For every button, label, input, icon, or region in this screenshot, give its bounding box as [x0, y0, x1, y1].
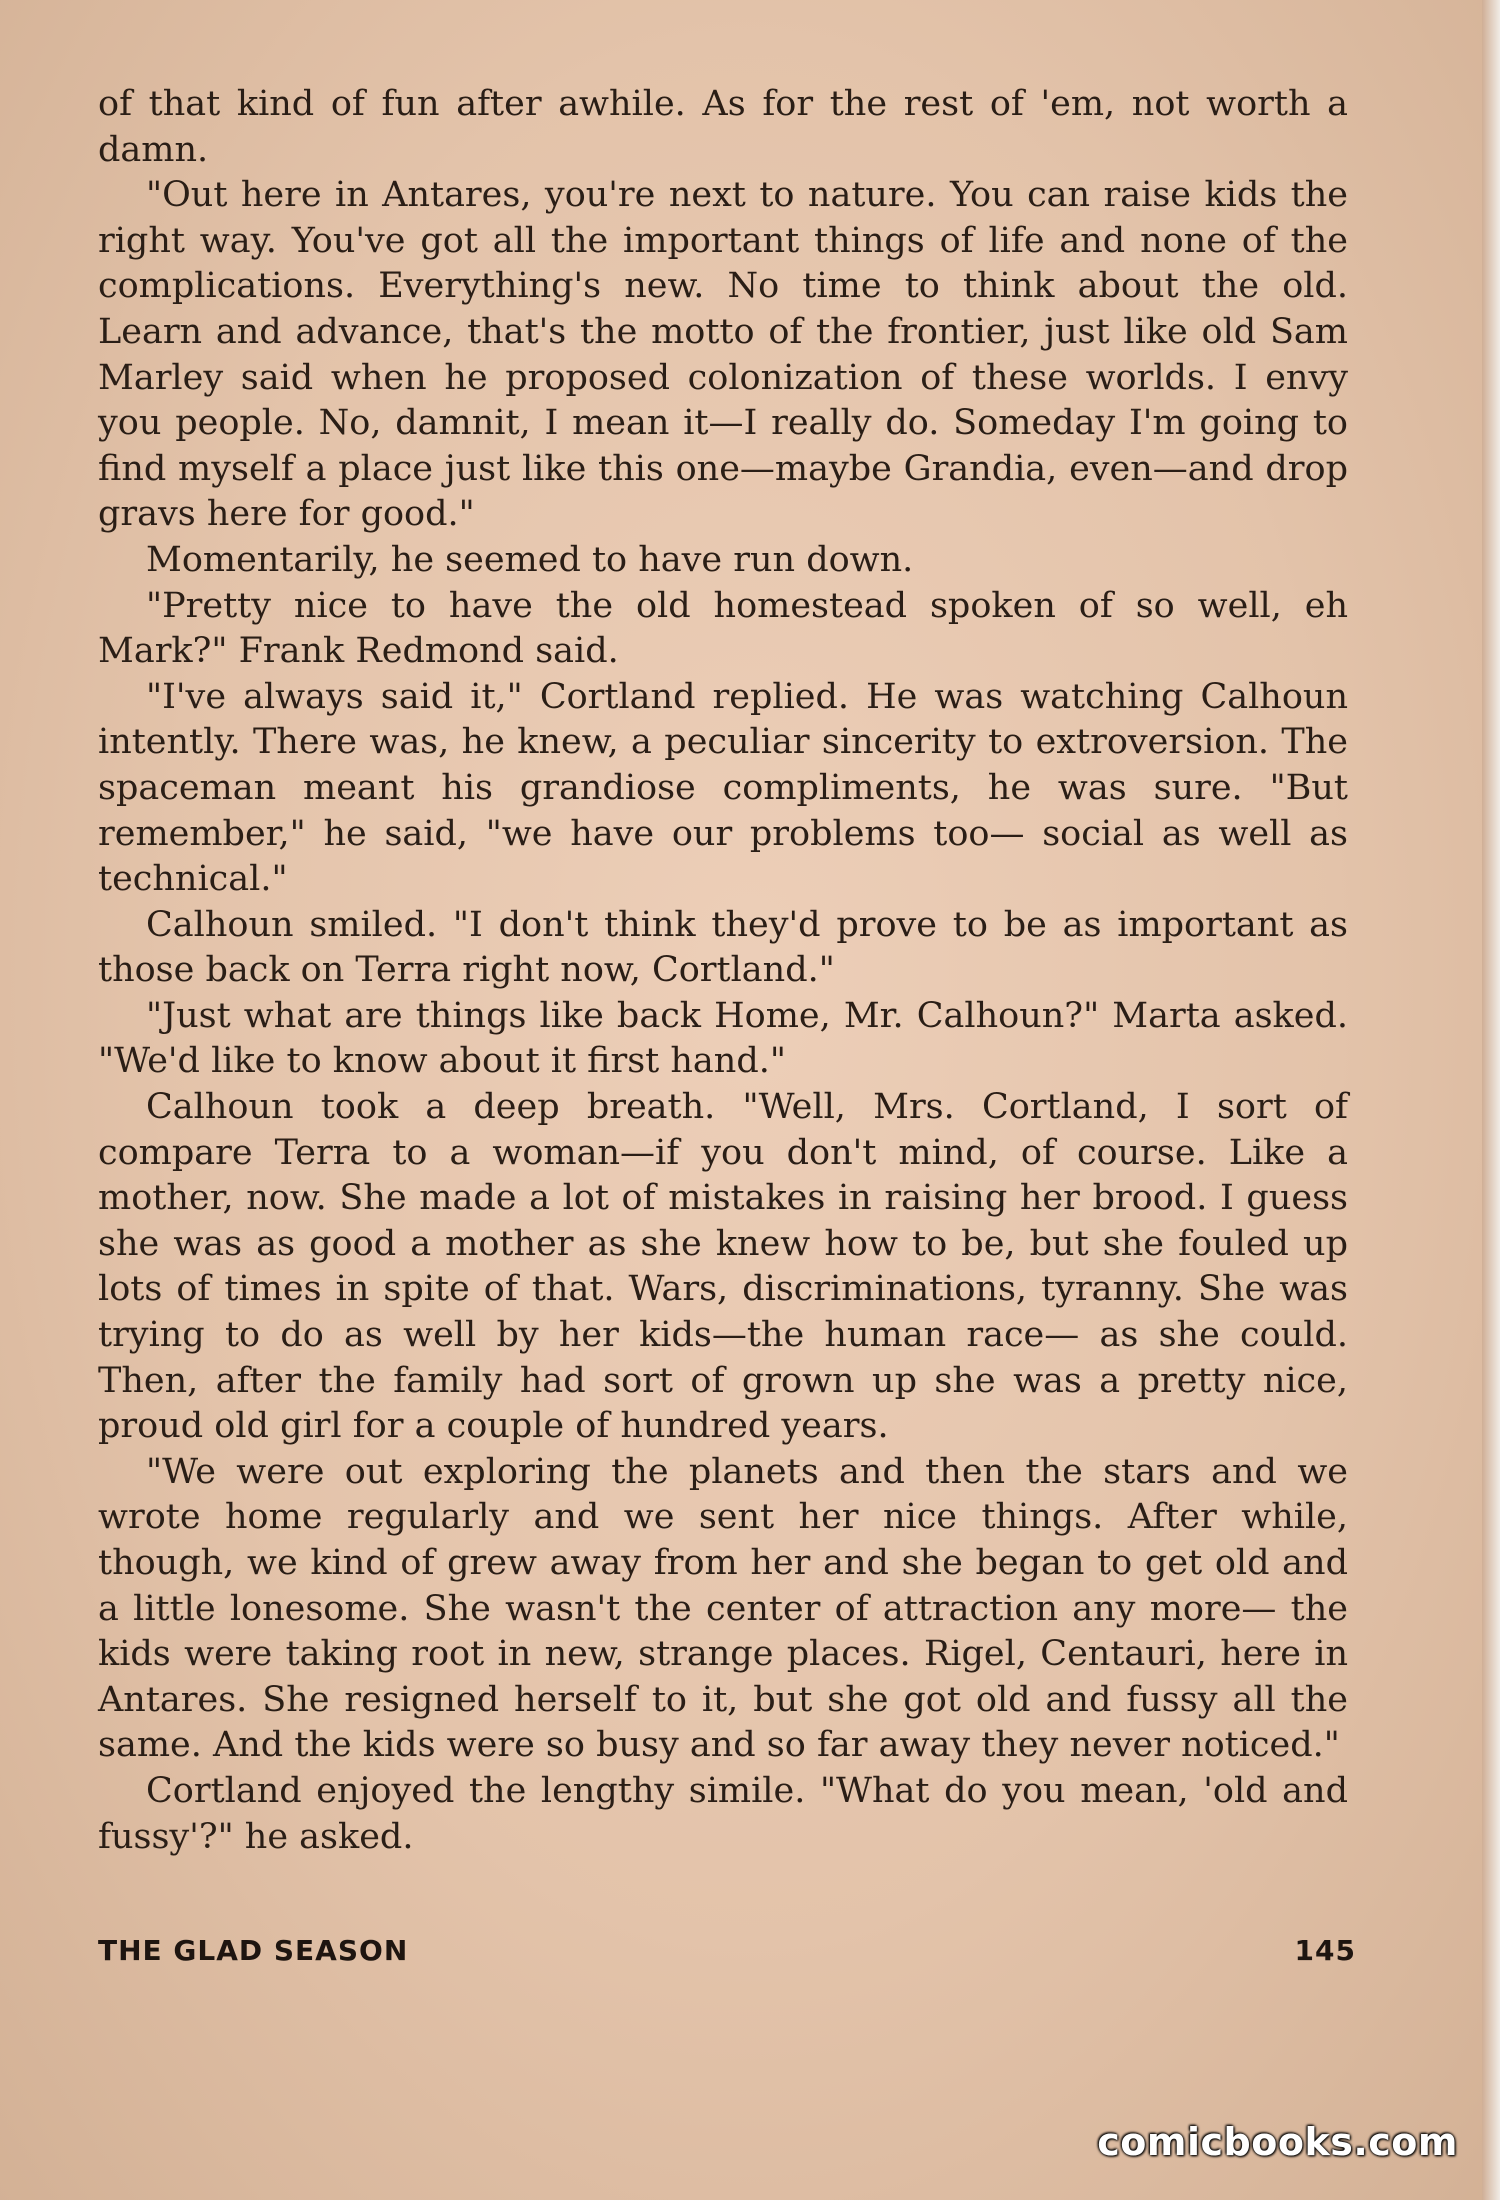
watermark: comicbooks.com — [1097, 2120, 1458, 2164]
paragraph-8: Calhoun took a deep breath. "Well, Mrs. Cortland, I sort of compare Terra to a woman—if you don't mind, of course. Like a mother, now. She made a lot of mistakes in raising her brood. I guess she was as good a mother as she knew how to be, but she fouled up lots of times in spite of that. Wars, discriminations, tyranny. She was trying to do as well by her kids—the human race— as she could. Then, after the family had sort of grown up she was a pretty nice, proud old girl for a couple of hundred years. — [98, 1087, 1348, 1447]
page-footer — [98, 1934, 1356, 1974]
page-edge — [1482, 0, 1500, 2200]
paragraph-7: "Just what are things like back Home, Mr. Calhoun?" Marta asked. "We'd like to know about it first hand." — [98, 995, 1348, 1082]
paragraph-6: Calhoun smiled. "I don't think they'd prove to be as important as those back on Terra right now, Cortland." — [98, 904, 1348, 991]
body-text — [98, 82, 1348, 1860]
paragraph-2: "Out here in Antares, you're next to nature. You can raise kids the right way. You've got all the important things of life and none of the complications. Everything's new. No time to think about the old. Learn and advance, that's the motto of the frontier, just like old Sam Marley said when he proposed colonization of these worlds. I envy you people. No, damnit, I mean it—I really do. Someday I'm going to find myself a place just like this one—maybe Grandia, even—and drop gravs here for good." — [98, 175, 1348, 535]
paragraph-10: Cortland enjoyed the lengthy simile. "What do you mean, 'old and fussy'?" he asked. — [98, 1770, 1348, 1857]
paragraph-4: "Pretty nice to have the old homestead spoken of so well, eh Mark?" Frank Redmond said. — [98, 585, 1348, 672]
page-number: 145 — [1294, 1934, 1356, 1967]
paragraph-9: "We were out exploring the planets and then the stars and we wrote home regularly and we sent her nice things. After while, though, we kind of grew away from her and she began to get old and a little lonesome. She wasn't the center of attraction any more— the kids were taking root in new, strange places. Rigel, Centauri, here in Antares. She resigned herself to it, but she got old and fussy all the same. And the kids were so busy and so far away they never noticed." — [98, 1451, 1348, 1766]
paragraph-5: "I've always said it," Cortland replied. He was watching Calhoun intently. There was, he knew, a peculiar sincerity to extroversion. The spaceman meant his grandiose compliments, he was sure. "But remember," he said, "we have our problems too— social as well as technical." — [98, 676, 1348, 900]
paragraph-3: Momentarily, he seemed to have run down. — [146, 539, 914, 580]
running-title: THE GLAD SEASON — [98, 1934, 409, 1967]
paragraph-1: of that kind of fun after awhile. As for the rest of 'em, not worth a damn. — [98, 84, 1348, 170]
